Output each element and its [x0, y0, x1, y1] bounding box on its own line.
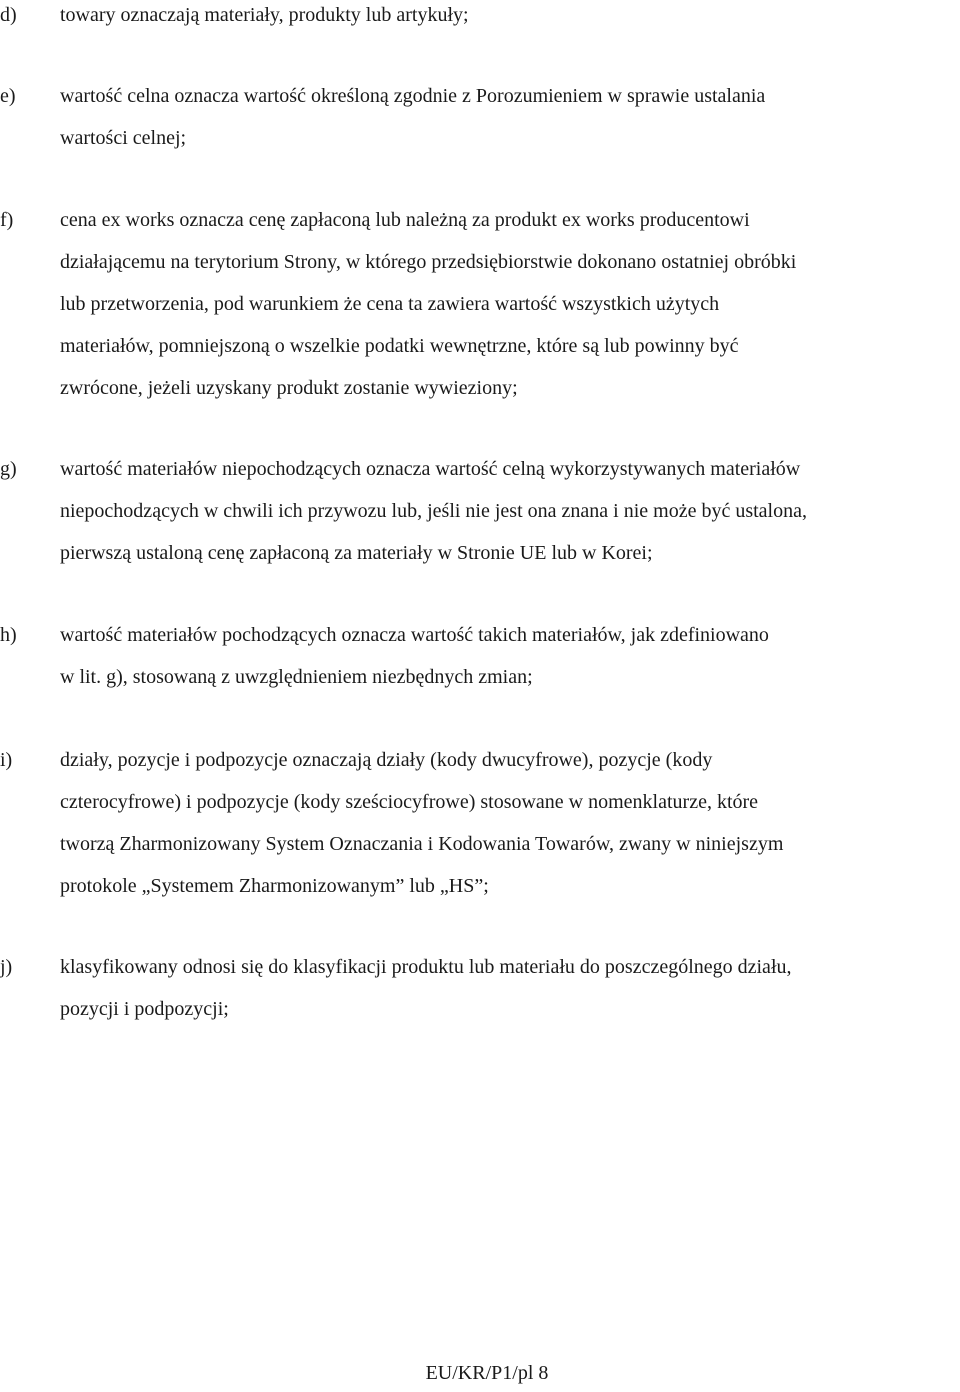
text-line: wartość materiałów niepochodzących oznacza wartość celną wykorzystywanych materiałów: [60, 458, 801, 480]
item-text: [60, 448, 960, 574]
text-line: niepochodzących w chwili ich przywozu lub, jeśli nie jest ona znana i nie może być ustalona,: [60, 500, 807, 522]
text-line: wartość celna oznacza wartość określoną zgodnie z Porozumieniem w sprawie ustalania: [60, 85, 766, 107]
item-text: [60, 739, 960, 907]
text-line: wartości celnej;: [60, 127, 187, 149]
item-marker: d): [0, 4, 17, 26]
item-marker: e): [0, 85, 16, 107]
item-marker: g): [0, 458, 17, 480]
text-line: lub przetworzenia, pod warunkiem że cena ta zawiera wartość wszystkich użytych: [60, 293, 720, 315]
text-line: cena ex works oznacza cenę zapłaconą lub należną za produkt ex works producentowi: [60, 209, 750, 231]
item-marker: j): [0, 956, 13, 978]
item-text: [60, 199, 960, 409]
item-text: [60, 614, 960, 698]
text-line: towary oznaczają materiały, produkty lub artykuły;: [60, 4, 469, 26]
text-line: klasyfikowany odnosi się do klasyfikacji produktu lub materiału do poszczególnego działu,: [60, 956, 792, 978]
item-marker: h): [0, 624, 17, 646]
item-text: [60, 0, 960, 36]
page-footer-reference: EU/KR/P1/pl 8: [425, 1362, 549, 1384]
text-line: zwrócone, jeżeli uzyskany produkt zostanie wywieziony;: [60, 377, 518, 399]
text-line: działy, pozycje i podpozycje oznaczają działy (kody dwucyfrowe), pozycje (kody: [60, 749, 713, 771]
item-marker: i): [0, 749, 13, 771]
text-line: w lit. g), stosowaną z uwzględnieniem niezbędnych zmian;: [60, 666, 533, 688]
text-line: tworzą Zharmonizowany System Oznaczania i Kodowania Towarów, zwany w niniejszym: [60, 833, 784, 855]
text-line: protokole „Systemem Zharmonizowanym” lub „HS”;: [60, 875, 489, 897]
text-line: wartość materiałów pochodzących oznacza wartość takich materiałów, jak zdefiniowano: [60, 624, 769, 646]
text-line: działającemu na terytorium Strony, w którego przedsiębiorstwie dokonano ostatniej obróbki: [60, 251, 797, 273]
item-text: [60, 75, 960, 159]
text-line: materiałów, pomniejszoną o wszelkie podatki wewnętrzne, które są lub powinny być: [60, 335, 739, 357]
text-line: czterocyfrowe) i podpozycje (kody sześciocyfrowe) stosowane w nomenklaturze, które: [60, 791, 759, 813]
text-line: pierwszą ustaloną cenę zapłaconą za materiały w Stronie UE lub w Korei;: [60, 542, 653, 564]
text-line: pozycji i podpozycji;: [60, 998, 229, 1020]
item-marker: f): [0, 209, 14, 231]
item-text: [60, 946, 960, 1030]
